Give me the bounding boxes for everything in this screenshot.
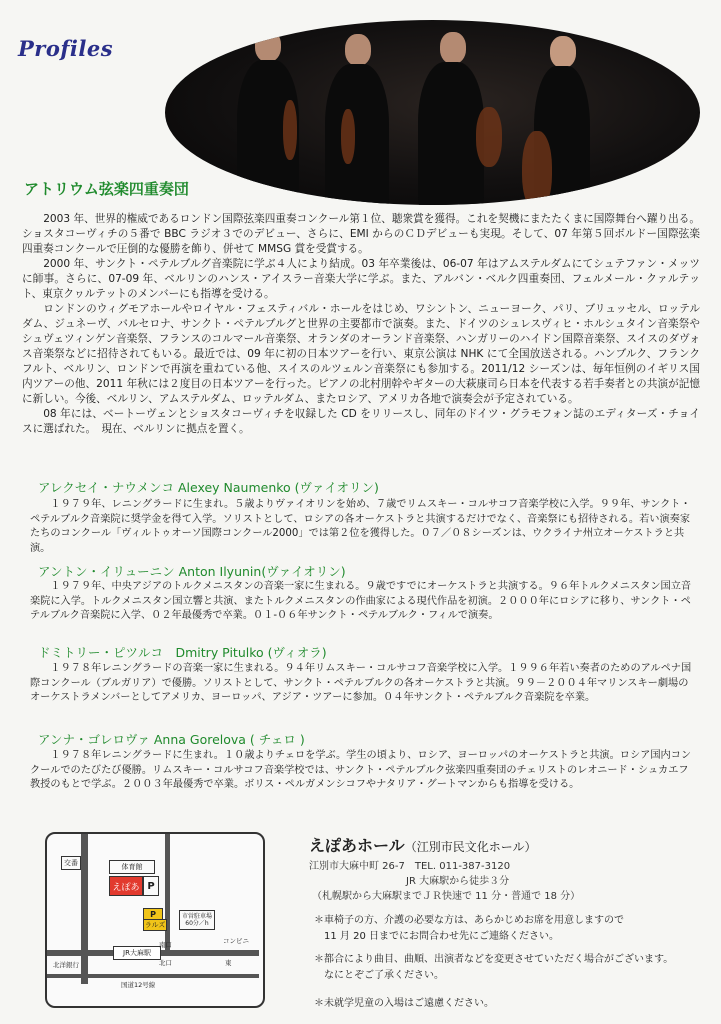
member-name-cello: アンナ・ゴレロヴァ Anna Gorelova ( チェロ ): [38, 732, 305, 747]
member-bio-violin-1: １９７９年、レニングラードに生まれ。５歳よりヴァイオリンを始め、７歳でリムスキー・コルサコフ音楽学校に入学。９９年、サンクト・ペテルブルク音楽院に奨学金を得て入学。ソリストとして、ロシアの各オーケストラと共演するだけでなく、音楽祭にも招待される。若い演奏家たちのコンクール「ヴィルトゥオーソ国際コンクール2000」では第２位を獲得した。０７／０８シーズンは、ウクライナ州立オーケストラと共演。: [30, 499, 691, 554]
bio-paragraph: 2000 年、サンクト・ペテルブルグ音楽院に学ぶ４人により結成。03 年卒業後は、06-07 年はアムステルダムにてシュテファン・メッツに師事。さらに、07-09 年、ベルリンのハンス・アイスラー音楽大学に学ぶ。また、アルバン・ベルク四重奏団、フェルメール・クァルテット、東京クヮルテットのメンバーにも指導を受ける。: [22, 258, 700, 300]
city-parking-box: [179, 910, 215, 930]
south-exit-label: 南口: [159, 941, 172, 949]
access-map: [45, 832, 265, 1008]
station-box: JR大麻駅: [113, 946, 161, 960]
member-bio-violin-2: １９７９年、中央アジアのトルクメニスタンの音楽一家に生まれる。９歳ですでにオーケストラと共演する。９６年トルクメニスタン国立音楽院に入学。トルクメニスタン国立響と共演、またトルクメニスタンの作曲家による現代作品を初演。２０００年にロシアに移り、サンクト・ペテルブルク音楽院に入学、０２年最優秀で卒業。０１-０６年サンクト・ペテルブルク・フィルで演奏。: [30, 581, 692, 622]
notice-line: ＊未就学児童の入場はご遠慮ください。: [314, 998, 494, 1009]
member-bio-viola: １９７８年レニングラードの音楽一家に生まれる。９４年リムスキー・コルサコフ音楽学校に入学。１９９６年若い奏者のためのアルペナ国際コンクール（ブルガリア）で優勝。ソリストとして、サンクト・ペテルブルクの各オーケストラと共演。９９－２００４年マリンスキー劇場のオーケストラメンバーとしてアメリカ、ヨーロッパ、アジア・ツアーに参加。０４年サンクト・ペテルブルク音楽院を卒業。: [30, 663, 692, 704]
koban-box: 交番: [61, 856, 81, 870]
venue-subtitle: （江別市民文化ホール）: [404, 840, 537, 854]
notice-line: ＊車椅子の方、介護の必要な方は、あらかじめお席を用意しますので: [314, 915, 624, 926]
gym-box: 体育館: [109, 860, 155, 874]
bank-label: 北洋銀行: [53, 961, 79, 969]
profiles-heading: Profiles: [18, 36, 114, 61]
city-parking-fee: 60分／h: [185, 920, 209, 927]
city-parking-label: 市営駐車場: [181, 913, 212, 920]
notice-line: 11 月 20 日までにお問合わせ先にご連絡ください。: [314, 931, 559, 942]
member-name-violin-1: アレクセイ・ナウメンコ Alexey Naumenko (ヴァイオリン): [38, 480, 379, 495]
member-name-viola: ドミトリー・ピツルコ Dmitry Pitulko (ヴィオラ): [38, 645, 327, 660]
member-bio-cello: １９７８年レニングラードに生まれ。１０歳よりチェロを学ぶ。学生の頃より、ロシア、ヨーロッパのオーケストラと共演。ロシア国内コンクールでのたびたび優勝。リムスキー・コルサコフ音楽学校では、サンクト・ペテルブルク弦楽四重奏団のチェリストのレオニード・シュカエフ教授のもとで学ぶ。２００３年最優秀で卒業。ボリス・ペルガメンシコフやナタリア・グートマンからも指導を受ける。: [30, 750, 692, 791]
direction-mark: 東: [225, 959, 232, 967]
venue-title: [309, 833, 536, 856]
lazuz-parking-box: P: [143, 908, 163, 920]
venue-access-train: （札幌駅から大麻駅までＪＲ快速で 11 分・普通で 18 分）: [312, 891, 581, 902]
lazuz-box: ラルズ: [144, 921, 166, 929]
venue-name: えぽあホール: [309, 836, 405, 855]
bio-paragraph: ロンドンのウィグモアホールやロイヤル・フェスティバル・ホールをはじめ、ワシントン、ニューヨーク、パリ、ブリュッセル、ロッテルダム、ジュネーヴ、バルセロナ、サンクト・ペテルブルグと世界の主要都市で演奏。また、ドイツのシュレスヴィヒ・ホルシュタイン音楽祭やシュヴェツィンゲン音楽祭、フランスのコルマール音楽祭、オランダのオーランド音楽祭、ハンガリーのハイドン国際音楽祭、スイスのダヴォス音楽祭などに招待されてもいる。最近では、09 年に初の日本ツアーを行い、東京公演は NHK にて全国放送される。ハンブルク、フランクフルト、ベルリン、ロンドンで再演を重ねている他、スイスのルツェルン音楽祭にも参加する。2011/12 シーズンは、毎年恒例のイギリス国内ツアーの他、2011 年秋には２度目の日本ツアーを行った。ピアノの北村朋幹やギターの大萩康司ら日本を代表する若手奏者との共演が記憶に新しい。今後、ベルリン、アムステルダム、ロッテルダム、またロシア、アメリカ各地で演奏会が予定されている。: [22, 303, 700, 405]
venue-box: えぽあ: [109, 876, 143, 896]
parking-box: P: [143, 876, 159, 896]
store-label: コンビニ: [223, 937, 249, 945]
north-exit-label: 北口: [159, 959, 172, 967]
bio-paragraph: 08 年には、ベートーヴェンとショスタコーヴィチを収録した CD をリリースし、同年のドイツ・グラモフォン誌のエディターズ・チョイスに選ばれた。 現在、ベルリンに拠点を置く。: [22, 408, 700, 435]
venue-address: 江別市大麻中町 26-7 TEL. 011-387-3120: [309, 861, 511, 872]
venue-access-walk: JR 大麻駅から徒歩３分: [406, 876, 510, 887]
quartet-photo: [165, 20, 700, 205]
route-label: 国道12号線: [121, 981, 156, 989]
ensemble-biography: [22, 212, 700, 437]
notice-line: なにとぞご了承ください。: [314, 970, 444, 981]
notice-line: ＊都合により曲目、曲順、出演者などを変更させていただく場合がございます。: [314, 954, 674, 965]
bio-paragraph: 2003 年、世界的権威であるロンドン国際弦楽四重奏コンクール第１位、聴衆賞を獲得。これを契機にまたたくまに国際舞台へ躍り出る。ショスタコーヴィチの５番で BBC ラジオ３でのデビュー、さらに、EMI からのＣＤデビューも実現。そして、07 年第５回ボルドー国際弦楽四重奏コンクールで圧倒的な優勝を飾り、併せて MMSG 賞を受賞する。: [22, 213, 700, 255]
ensemble-name: アトリウム弦楽四重奏団: [24, 180, 189, 198]
member-name-violin-2: アントン・イリューニン Anton Ilyunin(ヴァイオリン): [38, 564, 346, 579]
